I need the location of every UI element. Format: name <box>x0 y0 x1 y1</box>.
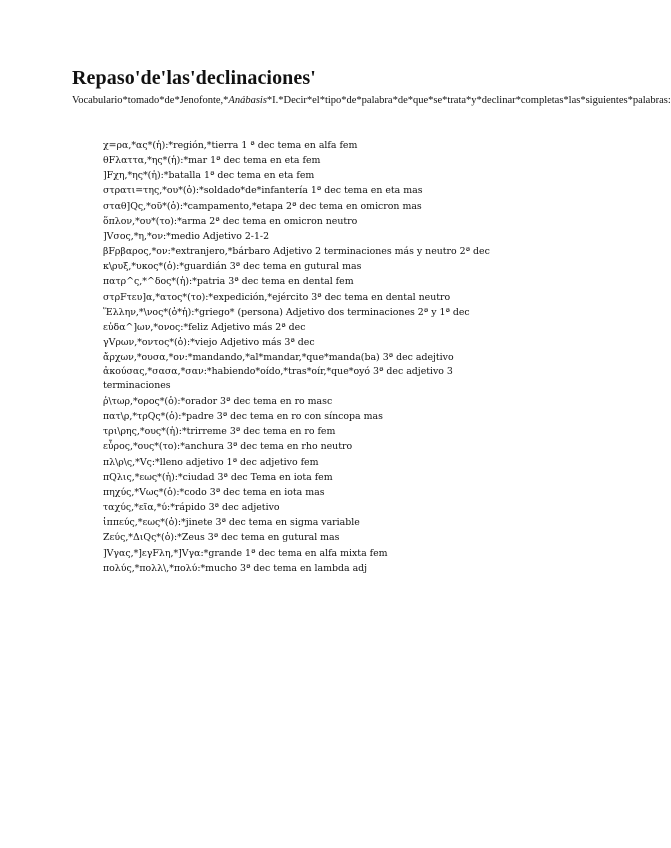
intro-text-start: Vocabulario*tomado*de*Jenofonte,* <box>72 95 229 106</box>
vocab-entry-11: στρFτευ]α,*ατος*(το):*expedición,*ejército 3ª dec tema en dental neutro <box>103 291 451 303</box>
vocab-entry-4: στρατι=της,*ου*(ὁ):*soldado*de*infantería 1ª dec tema en eta mas <box>103 185 423 197</box>
vocab-entry-7: ]Vσος,*η,*ον:*medio Adjetivo 2-1-2 <box>103 230 270 242</box>
vocab-entry-14: γVρων,*οντος*(ὁ):*viejo Adjetivo más 3ª dec <box>103 337 315 349</box>
vocab-entry-5: σταθ]Qς,*οῦ*(ὁ):*campamento,*etapa 2ª dec tema en omicron mas <box>103 200 422 212</box>
intro-book-title: Anábasis <box>228 95 267 106</box>
vocab-entry-17: ῥ\τωρ,*ορος*(ὁ):*orador 3ª dec tema en ro masc <box>103 395 333 407</box>
vocab-entry-21: πλ\ρ\ς,*Vς:*lleno adjetivo 1ª dec adjetivo fem <box>103 456 319 468</box>
vocab-entry-13: εὐδα^]ων,*ονος:*feliz Adjetivo más 2ª dec <box>103 321 306 333</box>
vocab-entry-10: πατρ^ς,*^δος*(ἡ):*patria 3ª dec tema en dental fem <box>103 276 354 288</box>
vocab-entry-19: τρι\ρης,*ους*(ἡ):*trirreme 3ª dec tema en ro fem <box>103 426 336 438</box>
vocab-entry-12: Ἕλλην,*\νος*(ὁ*ἡ):*griego* (persona) Adjetivo dos terminaciones 2ª y 1ª dec <box>103 306 470 318</box>
intro-text-end: *I.*Decir*el*tipo*de*palabra*de*que*se*trata*y*declinar*completas*las*siguientes*palabras: <box>266 95 671 106</box>
vocab-entry-27: ]Vγας,*]εγFλη,*]Vγα:*grande 1ª dec tema en alfa mixta fem <box>103 547 388 559</box>
vocab-entry-8: βFρβαρος,*ον:*extranjero,*bárbaro Adjetivo 2 terminaciones más y neutro 2ª dec <box>103 246 490 258</box>
vocab-entry-23: πηχύς,*Vως*(ὁ):*codo 3ª dec tema en iota mas <box>103 486 325 498</box>
vocab-entry-3: ]Fχη,*ης*(ἡ):*batalla 1ª dec tema en eta fem <box>103 170 315 182</box>
vocab-entry-9: κ\ρυξ,*υκος*(ὁ):*guardián 3ª dec tema en gutural mas <box>103 261 362 273</box>
vocab-entry-22: πQλις,*εως*(ἡ):*ciudad 3ª dec Tema en iota fem <box>103 471 333 483</box>
vocab-entry-25: ἱππεύς,*εως*(ὁ):*jinete 3ª dec tema en sigma variable <box>103 517 360 529</box>
vocab-entry-1: χ=ρα,*ας*(ἡ):*región,*tierra 1 ª dec tema en alfa fem <box>103 140 358 151</box>
vocab-entry-24: ταχύς,*εῖα,*ύ:*rápido 3ª dec adjetivo <box>103 502 280 514</box>
vocab-entry-18: πατ\ρ,*τρQς*(ὁ):*padre 3ª dec tema en ro con síncopa mas <box>103 411 383 423</box>
vocab-entry-26: Ζεύς,*ΔιQς*(ὁ):*Zeus 3ª dec tema en gutural mas <box>103 532 340 544</box>
vocab-entry-16: ἀκούσας,*σασα,*σαν:*habiendo*oído,*tras*oír,*que*oyó 3ª dec adjetivo 3 terminaciones <box>103 366 453 392</box>
vocab-entry-20: εὖρος,*ους*(το):*anchura 3ª dec tema en rho neutro <box>103 441 353 453</box>
vocab-entry-2: θFλαττα,*ης*(ἡ):*mar 1ª dec tema en eta fem <box>103 155 321 167</box>
vocab-entry-28: πολύς,*πολλ\,*πολύ:*mucho 3ª dec tema en lambda adj <box>103 562 368 574</box>
vocab-entry-15: ἄρχων,*ουσα,*ον:*mandando,*al*mandar,*que*manda(ba) 3ª dec adejtivo <box>103 352 454 364</box>
intro-paragraph <box>72 93 671 109</box>
page-title: Repaso'de'las'declinaciones' <box>72 67 316 89</box>
vocab-entry-6: ὅπλον,*ου*(το):*arma 2ª dec tema en omicron neutro <box>103 215 358 227</box>
vocabulary-list <box>103 138 503 576</box>
